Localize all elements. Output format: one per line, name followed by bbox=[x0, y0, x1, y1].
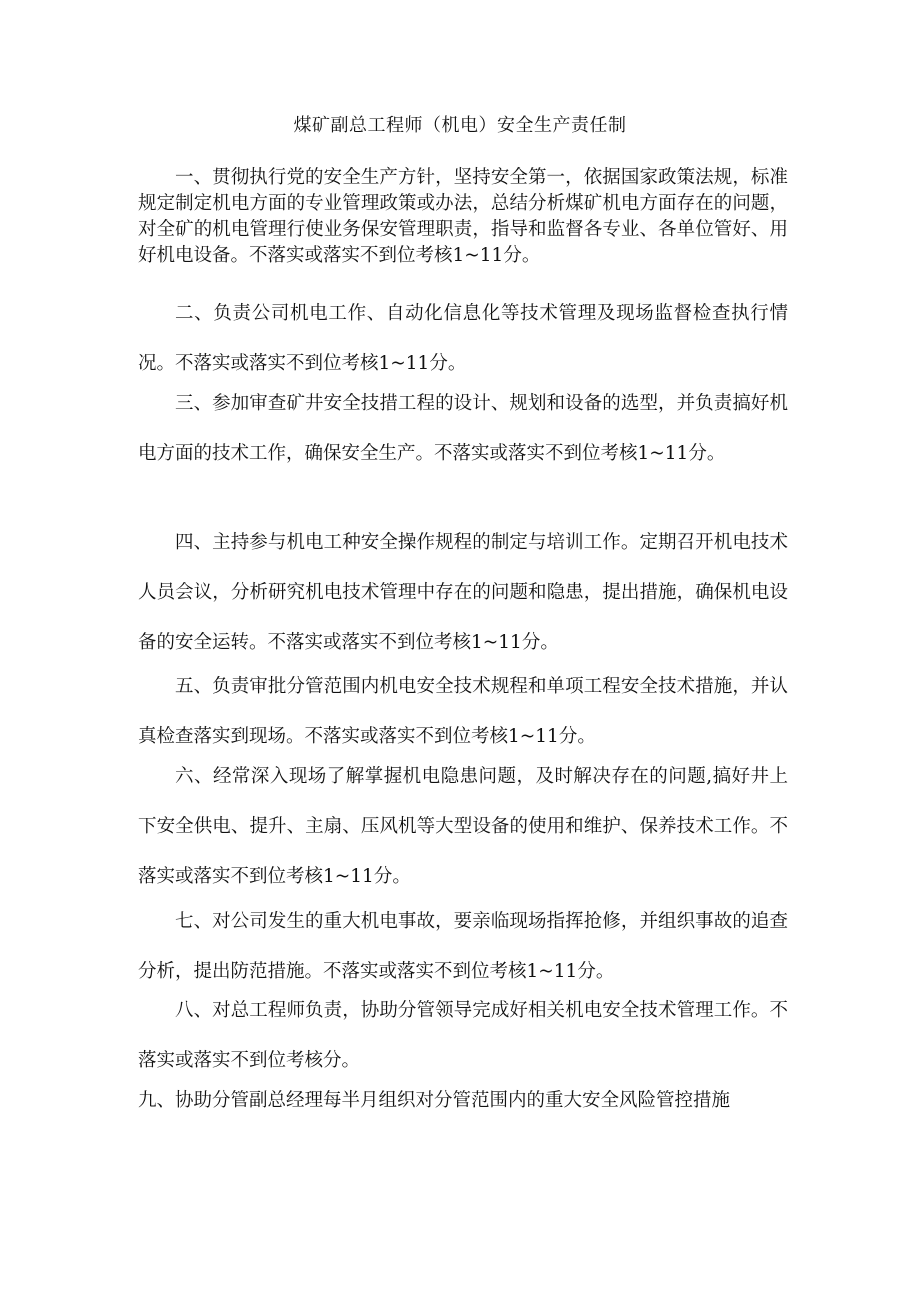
paragraph-7: 七、对公司发生的重大机电事故，要亲临现场指挥抢修，并组织事故的追查分析，提出防范措施。不落实或落实不到位考核1~11分。 bbox=[138, 911, 788, 982]
paragraph-1: 一、贯彻执行党的安全生产方针，坚持安全第一，依据国家政策法规，标准规定制定机电方面的专业管理政策或办法，总结分析煤矿机电方面存在的问题，对全矿的机电管理行使业务保安管理职责，指导和监督各专业、各单位管好、用好机电设备。不落实或落实不到位考核1~11分。 bbox=[138, 167, 788, 266]
paragraph-8: 八、对总工程师负责，协助分管领导完成好相关机电安全技术管理工作。不落实或落实不到位考核分。 bbox=[138, 1000, 788, 1071]
paragraph-3: 三、参加审查矿井安全技措工程的设计、规划和设备的选型，并负责搞好机电方面的技术工作，确保安全生产。不落实或落实不到位考核1~11分。 bbox=[138, 393, 788, 464]
paragraph-6: 六、经常深入现场了解掌握机电隐患问题，及时解决存在的问题,搞好井上下安全供电、提升、主扇、压风机等大型设备的使用和维护、保养技术工作。不落实或落实不到位考核1~11分。 bbox=[138, 766, 788, 887]
paragraph-9: 九、协助分管副总经理每半月组织对分管范围内的重大安全风险管控措施 bbox=[138, 1090, 731, 1111]
paragraph-2: 二、负责公司机电工作、自动化信息化等技术管理及现场监督检查执行情况。不落实或落实不到位考核1~11分。 bbox=[138, 303, 788, 374]
paragraph-4: 四、主持参与机电工种安全操作规程的制定与培训工作。定期召开机电技术人员会议，分析研究机电技术管理中存在的问题和隐患，提出措施，确保机电设备的安全运转。不落实或落实不到位考核1~11分。 bbox=[138, 532, 788, 653]
document-title: 煤矿副总工程师（机电）安全生产责任制 bbox=[293, 115, 627, 136]
paragraph-5: 五、负责审批分管范围内机电安全技术规程和单项工程安全技术措施，并认真检查落实到现场。不落实或落实不到位考核1~11分。 bbox=[138, 676, 788, 747]
